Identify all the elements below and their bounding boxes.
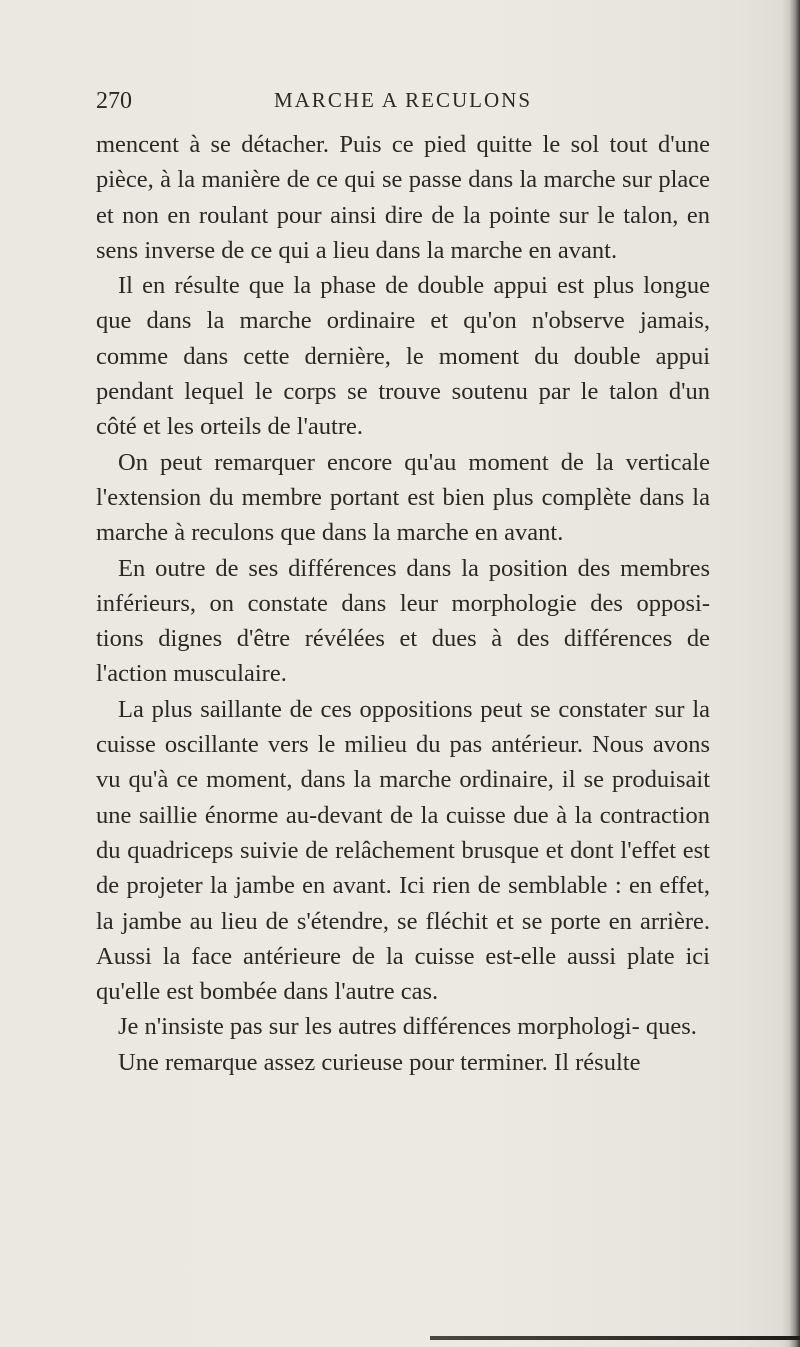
paragraph: En outre de ses différences dans la position des membres inférieurs, on constate dans leur morphologie des opposi- tions dignes d'être révélées et dues à des différences de l'action musculaire. [96,554,710,688]
page-number: 270 [96,88,132,114]
paragraph: On peut remarquer encore qu'au moment de la verticale l'extension du membre portant est bien plus complète dans la marche à reculons que dans la marche en avant. [96,448,710,547]
paragraph: Je n'insiste pas sur les autres différences morphologi- ques. [118,1013,697,1041]
paragraph: Une remarque assez curieuse pour terminer. Il résulte [118,1048,641,1076]
page-header [96,88,710,118]
paragraph: mencent à se détacher. Puis ce pied quitte le sol tout d'une pièce, à la manière de ce qui se passe dans la marche sur place et non en roulant pour ainsi dire de la pointe sur le talon, en sens inverse de ce qui a lieu dans la marche en avant. [96,131,710,264]
body-text [96,127,710,1080]
paragraph: La plus saillante de ces oppositions peut se constater sur la cuisse oscillante vers le milieu du pas antérieur. Nous avons vu qu'à ce moment, dans la marche ordinaire, il se produisait une saillie énorme au-devant de la cuisse due à la contraction du quadriceps suivie de relâchement brusque et dont l'effet est de projeter la jambe en avant. Ici rien de semblable : en effet, la jambe au lieu de s'étendre, se fléchit et se porte en arrière. Aussi la face antérieure de la cuisse est-elle aussi plate ici qu'elle est bombée dans l'autre cas. [96,695,710,1006]
page-binding-shadow [782,0,800,1347]
running-title: MARCHE A RECULONS [273,88,533,112]
page-bottom-edge [430,1336,800,1340]
paragraph: Il en résulte que la phase de double appui est plus longue que dans la marche ordinaire et qu'on n'observe jamais, comme dans cette dernière, le moment du double appui pendant lequel le corps se trouve soutenu par le talon d'un côté et les orteils de l'autre. [96,272,710,441]
